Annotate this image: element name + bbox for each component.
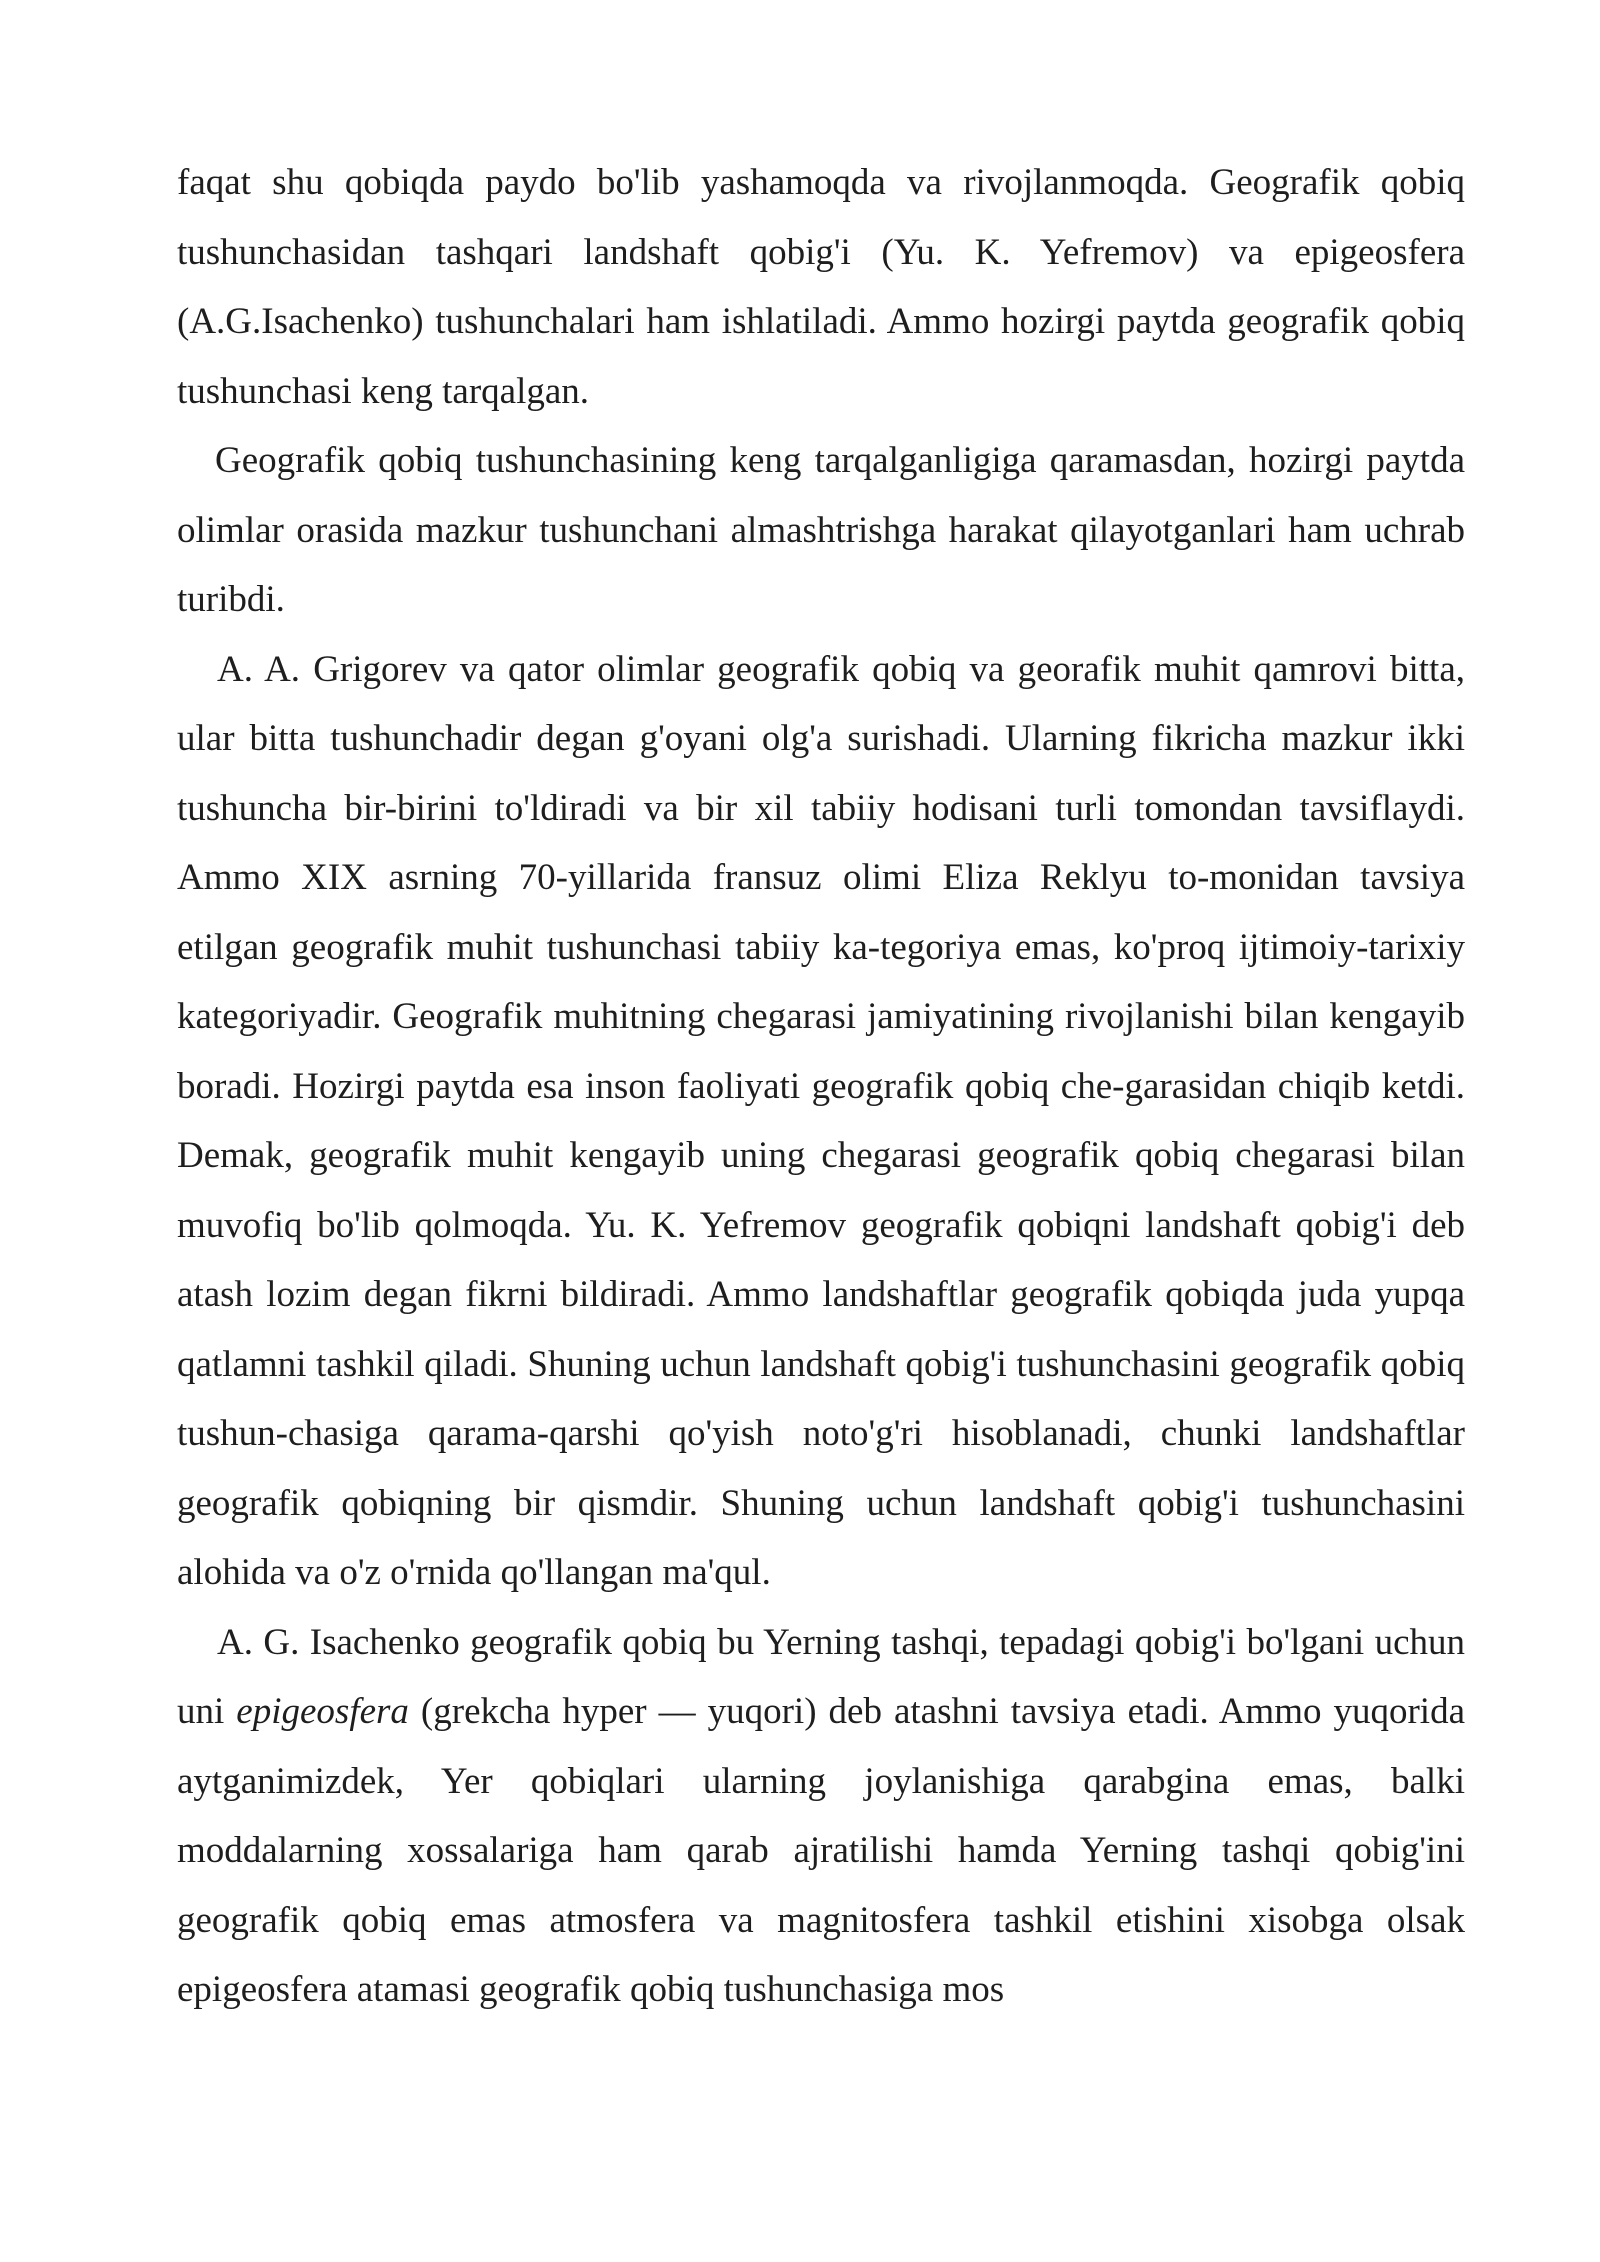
paragraph-4-text-before: A. G. Isachenko geografik qobiq bu Yerning tashqi, tepadagi qobig'i bo'lgani uchun uni [177,1621,1465,1732]
document-page [177,148,1465,2025]
paragraph-2: Geografik qobiq tushunchasining keng tarqalganligiga qaramasdan, hozirgi paytda olimlar orasida mazkur tushunchani almashtrishga harakat qilayotganlari ham uchrab turibdi. [177,440,1465,620]
paragraph-4 [177,1608,1465,2025]
paragraph-4-text-after: (grekcha hyper — yuqori) deb atashni tavsiya etadi. Ammo yuqorida aytganimizdek, Yer qobiqlari ularning joylanishiga qarabgina emas, balki moddalarning xossalariga ham qarab ajratilishi hamda Yerning tashqi qobig'ini geografik qobiq emas atmosfera va magnitosfera tashkil etishini xisobga olsak epigeosfera atamasi geografik qobiq tushunchasiga mos [177,1691,1465,2010]
paragraph-3: A. A. Grigorev va qator olimlar geografik qobiq va georafik muhit qamrovi bitta, ular bitta tushunchadir degan g'oyani olg'a surishadi. Ularning fikricha mazkur ikki tushuncha bir-birini to'ldiradi va bir xil tabiiy hodisani turli tomondan tavsiflaydi. Ammo XIX asrning 70-yillarida fransuz olimi Eliza Reklyu to-monidan tavsiya etilgan geografik muhit tushunchasi tabiiy ka-tegoriya emas, ko'proq ijtimoiy-tarixiy kategoriyadir. Geografik muhitning chegarasi jamiyatining rivojlanishi bilan kengayib boradi. Hozirgi paytda esa inson faoliyati geografik qobiq che-garasidan chiqib ketdi. Demak, geografik muhit kengayib uning chegarasi geografik qobiq chegarasi bilan muvofiq bo'lib qolmoqda. Yu. K. Yefremov geografik qobiqni landshaft qobig'i deb atash lozim degan fikrni bildiradi. Ammo landshaftlar geografik qobiqda juda yupqa qatlamni tashkil qiladi. Shuning uchun landshaft qobig'i tushunchasini geografik qobiq tushun-chasiga qarama-qarshi qo'yish noto'g'ri hisoblanadi, chunki landshaftlar geografik qobiqning bir qismdir. Shuning uchun landshaft qobig'i tushunchasini alohida va o'z o'rnida qo'llangan ma'qul. [177,648,1465,1593]
italic-term: epigeosfera [236,1691,409,1732]
paragraph-1: faqat shu qobiqda paydo bo'lib yashamoqda va rivojlanmoqda. Geografik qobiq tushunchasidan tashqari landshaft qobig'i (Yu. K. Yefremov) va epigeosfera (A.G.Isachenko) tushunchalari ham ishlatiladi. Ammo hozirgi paytda geografik qobiq tushunchasi keng tarqalgan. [177,162,1465,412]
